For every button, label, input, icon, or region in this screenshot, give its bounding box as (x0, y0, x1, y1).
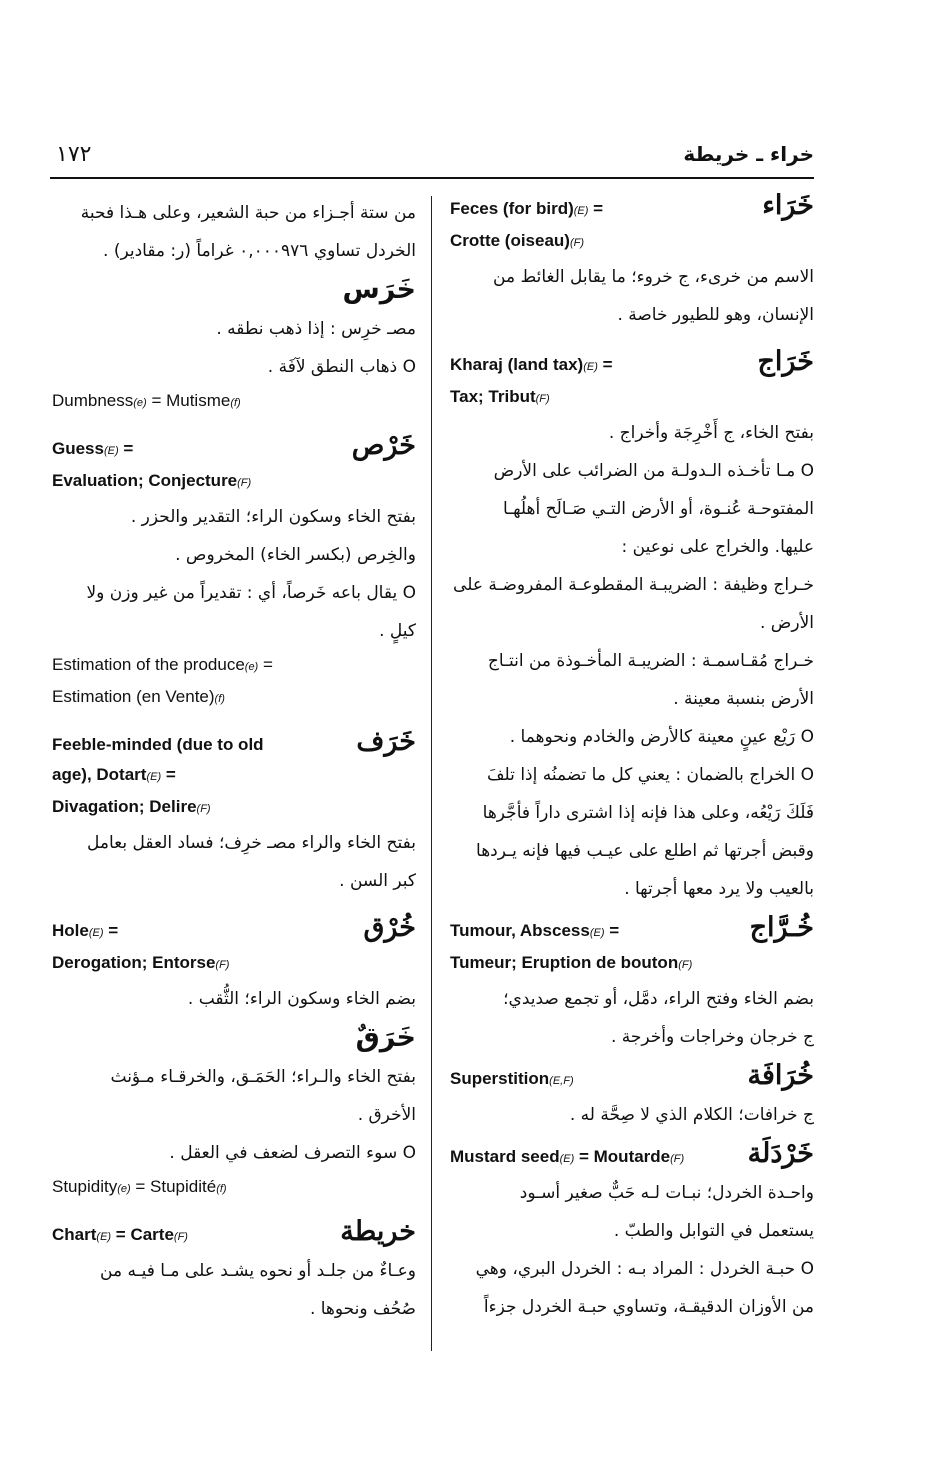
translation-line: Stupidity(e) = Stupidité(f) (52, 1177, 227, 1196)
headword: خَرْص (351, 430, 416, 461)
definition-line: ج خرجان وخراجات وأخرجة . (610, 1027, 814, 1047)
english-line: Hole(E) = (52, 921, 119, 940)
definition-line: O سوء التصرف لضعف في العقل . (169, 1143, 416, 1163)
english-line: Kharaj (land tax)(E) = (450, 355, 613, 374)
definition-line: يستعمل في التوابل والطبّ . (613, 1221, 814, 1241)
headword: خريطة (340, 1216, 416, 1247)
headword: خُـرَّاج (749, 912, 814, 943)
definition-line: O رَيْع عينٍ معينة كالأرض والخادم ونحوهما . (509, 727, 814, 747)
french-line: Evaluation; Conjecture(F) (52, 471, 252, 490)
running-title: خراء ـ خريطة (683, 142, 814, 166)
definition-line: O ذهاب النطق لآفَة . (267, 357, 416, 377)
definition-line: من الأوزان الدقيقـة، وتساوي حبـة الخردل جزءاً (483, 1297, 814, 1317)
translation-line: Dumbness(e) = Mutisme(f) (52, 391, 241, 410)
english-line: Mustard seed(E) = Moutarde(F) (450, 1147, 685, 1166)
translation-line: Estimation of the produce(e) = (52, 655, 273, 674)
definition-line: بضم الخاء وسكون الراء؛ الثُّقب . (187, 989, 416, 1009)
english-line: Chart(E) = Carte(F) (52, 1225, 188, 1244)
definition-line: وقبض أجرتها ثم اطلع على عيـب فيها فإنه يـردها (476, 841, 814, 861)
definition-line: صُحُف ونحوها . (309, 1299, 416, 1319)
headword: خُرْق (363, 912, 416, 943)
entry-kharas (52, 270, 416, 418)
column-divider (431, 196, 432, 1351)
continuation-line: من ستة أجـزاء من حبة الشعير، وعلى هـذا فحبة (80, 203, 416, 223)
headword: خَرَاج (757, 346, 814, 377)
definition-line: كبر السن . (339, 871, 416, 891)
entry-khara (450, 190, 814, 334)
french-line: Crotte (oiseau)(F) (450, 231, 585, 250)
entry-kharṣ (52, 430, 416, 714)
definition-line: بالعيب ولا يرد معها أجرتها . (624, 879, 814, 899)
definition-line: وعـاءٌ من جلـد أو نحوه يشـد على مـا فيـه من (100, 1261, 416, 1281)
entry-khurafa (450, 1060, 814, 1134)
definition-line: عليها. والخراج على نوعين : (621, 537, 814, 557)
continuation-line: الخردل تساوي ٠,٠٠٠٩٧٦ غراماً (ر: مقادير) . (103, 241, 416, 261)
left-column (52, 194, 416, 1328)
entry-khardala (450, 1138, 814, 1326)
definition-line: الأرض . (760, 613, 814, 633)
english-line: Superstition(E,F) (450, 1069, 574, 1088)
french-line: Tax; Tribut(F) (450, 387, 550, 406)
english-line: Feces (for bird)(E) = (450, 199, 604, 218)
definition-line: الإنسان، وهو للطيور خاصة . (617, 305, 814, 325)
definition-line: الأخرق . (357, 1105, 416, 1125)
right-column (450, 190, 814, 1326)
french-line: Divagation; Delire(F) (52, 797, 211, 816)
headword: خَرْدَلَة (747, 1138, 814, 1169)
entry-khurraj (450, 912, 814, 1056)
definition-line: كيلٍ . (379, 621, 416, 641)
definition-line: O مـا تأخـذه الـدولـة من الضرائب على الأرض (493, 461, 814, 481)
english-line: age), Dotart(E) = (52, 765, 176, 784)
definition-line: O يقال باعه خَرصاً، أي : تقديراً من غير وزن ولا (86, 583, 416, 603)
headword: خُرَافَة (747, 1060, 814, 1091)
headword: خَرَقٌ (355, 1022, 416, 1053)
english-line: Guess(E) = (52, 439, 134, 458)
definition-line: الاسم من خرىء، ج خروء؛ ما يقابل الغائط من (493, 267, 814, 287)
page-number: ١٧٢ (56, 142, 92, 167)
headword: خَرَاء (762, 190, 814, 221)
definition-line: بفتح الخاء، ج أَخْرِجَة وأخراج . (608, 423, 814, 443)
english-line: Feeble-minded (due to old (52, 735, 264, 754)
header-rule (50, 177, 814, 179)
headword: خَرَس (342, 274, 416, 305)
english-line: Tumour, Abscess(E) = (450, 921, 620, 940)
definition-line: ج خرافات؛ الكلام الذي لا صِحَّة له . (569, 1105, 814, 1125)
definition-line: بفتح الخاء والـراء؛ الحَمَـق، والخرقـاء مـؤنث (110, 1067, 416, 1087)
definition-line: بفتح الخاء والراء مصـ خرِف؛ فساد العقل بعامل (87, 833, 416, 853)
definition-line: O حبـة الخردل : المراد بـه : الخردل البري، وهي (475, 1259, 814, 1279)
definition-line: بضم الخاء وفتح الراء، دمَّل، أو تجمع صديدي؛ (503, 989, 814, 1009)
definition-line: خـراج مُقـاسمـة : الضريبـة المأخـوذة من انتـاج (487, 651, 814, 671)
definition-line: خـراج وظيفة : الضريبـة المقطوعـة المفروضـة على (453, 575, 814, 595)
definition-line: المفتوحـة عُنـوة، أو الأرض التـي صَـالَح أهلُهـا (502, 499, 814, 519)
definition-line: مصـ خرِس : إذا ذهب نطقه . (216, 319, 416, 339)
definition-line: فَلَكَ رَيْعُه، وعلى هذا فإنه إذا اشترى داراً فأجَّرها (482, 803, 814, 823)
definition-line: واحـدة الخردل؛ نبـات لـه حَبٌّ صغير أسـود (519, 1183, 814, 1203)
translation-line: Estimation (en Vente)(f) (52, 687, 225, 706)
entry-kharaj (450, 346, 814, 908)
definition-line: O الخراج بالضمان : يعني كل ما تضمنُه إذا تلفَ (486, 765, 814, 785)
definition-line: بفتح الخاء وسكون الراء؛ التقدير والحزر . (130, 507, 416, 527)
entry-kharita (52, 1216, 416, 1328)
entry-kharaq (52, 1018, 416, 1204)
french-line: Tumeur; Eruption de bouton(F) (450, 953, 693, 972)
page-header (50, 138, 814, 174)
definition-line: الأرض بنسبة معينة . (673, 689, 814, 709)
headword: خَرَف (356, 726, 416, 757)
definition-line: والخِرص (بكسر الخاء) المخروص . (175, 545, 416, 565)
french-line: Derogation; Entorse(F) (52, 953, 230, 972)
entry-khurq (52, 912, 416, 1018)
entry-kharaf (52, 726, 416, 900)
